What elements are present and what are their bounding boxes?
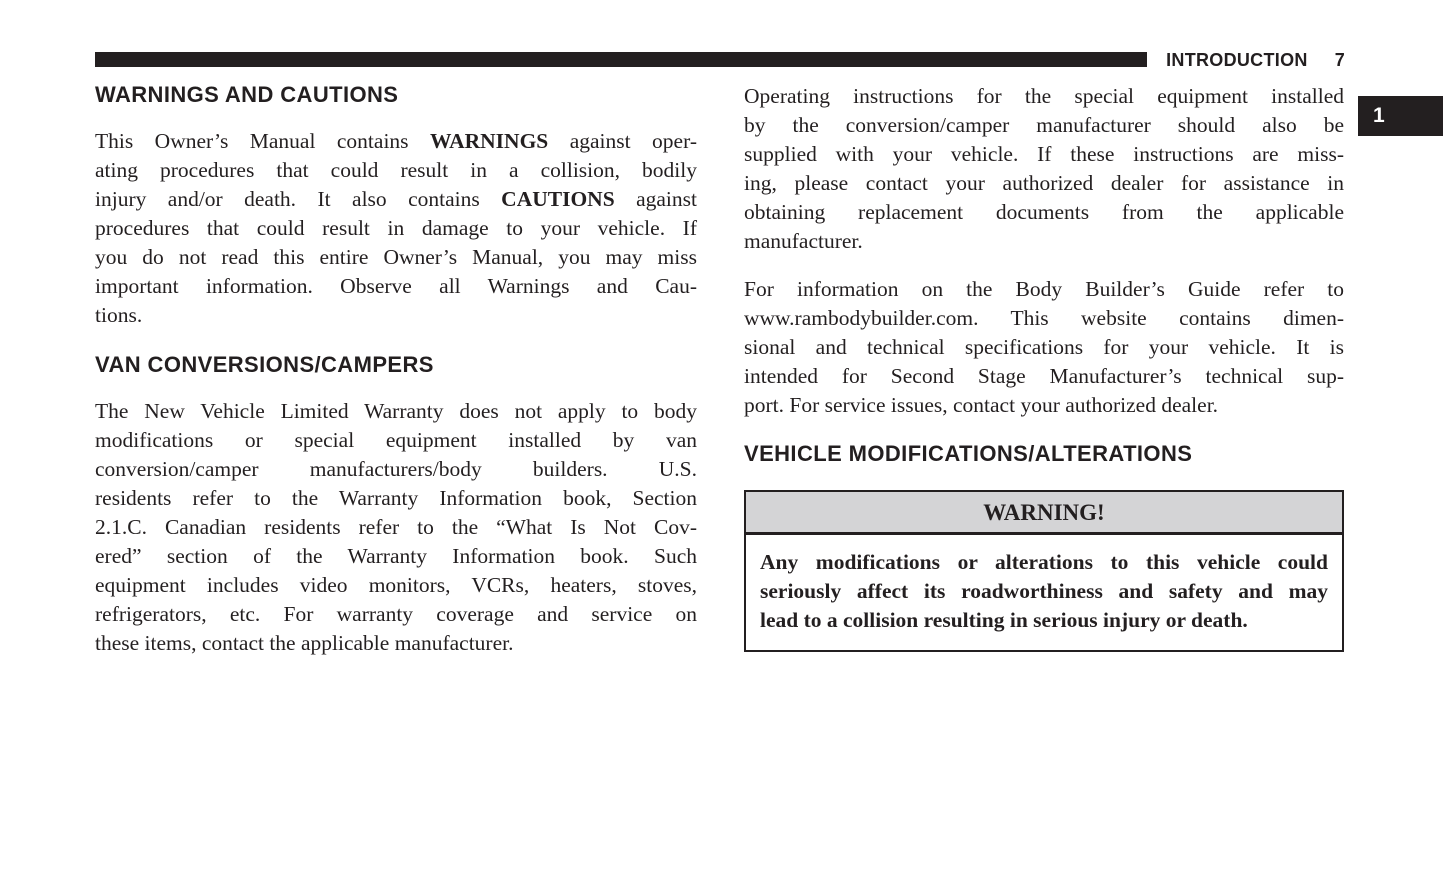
text-line: ating procedures that could result in a collision, bodily	[95, 158, 697, 182]
text-line: manufacturer.	[744, 229, 863, 253]
text-line: Any modifications or alterations to this vehicle could	[760, 550, 1328, 574]
text-line: For information on the Body Builder’s Guide refer to	[744, 277, 1344, 301]
text-line: by the conversion/camper manufacturer should also be	[744, 113, 1344, 137]
text-line: modifications or special equipment installed by van	[95, 428, 697, 452]
text-line: obtaining replacement documents from the applicable	[744, 200, 1344, 224]
text-line: equipment includes video monitors, VCRs, heaters, stoves,	[95, 573, 697, 597]
paragraph-van-conversions	[95, 397, 697, 658]
text-line: you do not read this entire Owner’s Manual, you may miss	[95, 245, 697, 269]
section-title: INTRODUCTION	[1166, 50, 1308, 70]
text-line: intended for Second Stage Manufacturer’s technical sup-	[744, 364, 1344, 388]
text-line: ing, please contact your authorized dealer for assistance in	[744, 171, 1344, 195]
right-column	[744, 82, 1344, 652]
text-line: conversion/camper manufacturers/body builders. U.S.	[95, 457, 697, 481]
text-line: tions.	[95, 303, 143, 327]
heading-warnings-and-cautions: WARNINGS AND CAUTIONS	[95, 82, 399, 107]
paragraph-operating-instructions	[744, 82, 1344, 256]
text-line: ered” section of the Warranty Information book. Such	[95, 544, 697, 568]
text-line: injury and/or death. It also contains CAUTIONS against	[95, 187, 697, 211]
heading-van-conversions: VAN CONVERSIONS/CAMPERS	[95, 352, 434, 377]
page-number: 7	[1334, 50, 1345, 70]
text-line: The New Vehicle Limited Warranty does not apply to body	[95, 399, 697, 423]
left-column	[95, 82, 697, 658]
running-header	[1166, 50, 1345, 71]
chapter-tab	[1358, 96, 1443, 136]
text-line: important information. Observe all Warnings and Cau-	[95, 274, 697, 298]
text-line: these items, contact the applicable manufacturer.	[95, 631, 514, 655]
text-line: seriously affect its roadworthiness and safety and may	[760, 579, 1328, 603]
text-line: Operating instructions for the special equipment installed	[744, 84, 1344, 108]
header-rule	[95, 52, 1147, 67]
warning-box	[744, 490, 1344, 652]
text-line: This Owner’s Manual contains WARNINGS against oper-	[95, 129, 697, 153]
text-line: residents refer to the Warranty Information book, Section	[95, 486, 697, 510]
text-line: refrigerators, etc. For warranty coverage and service on	[95, 602, 697, 626]
text-line: sional and technical specifications for your vehicle. It is	[744, 335, 1344, 359]
text-line: procedures that could result in damage to your vehicle. If	[95, 216, 697, 240]
text-line: lead to a collision resulting in serious injury or death.	[760, 608, 1248, 632]
text-line: port. For service issues, contact your authorized dealer.	[744, 393, 1219, 417]
warning-box-title: WARNING!	[746, 492, 1342, 535]
text-line: supplied with your vehicle. If these instructions are miss-	[744, 142, 1344, 166]
text-line: www.rambodybuilder.com. This website contains dimen-	[744, 306, 1344, 330]
paragraph-warnings-and-cautions	[95, 127, 697, 330]
chapter-tab-label: 1	[1373, 104, 1385, 127]
text-line: 2.1.C. Canadian residents refer to the “What Is Not Cov-	[95, 515, 697, 539]
paragraph-body-builder-guide	[744, 275, 1344, 420]
warning-box-body	[746, 535, 1342, 650]
heading-vehicle-modifications: VEHICLE MODIFICATIONS/ALTERATIONS	[744, 441, 1193, 466]
